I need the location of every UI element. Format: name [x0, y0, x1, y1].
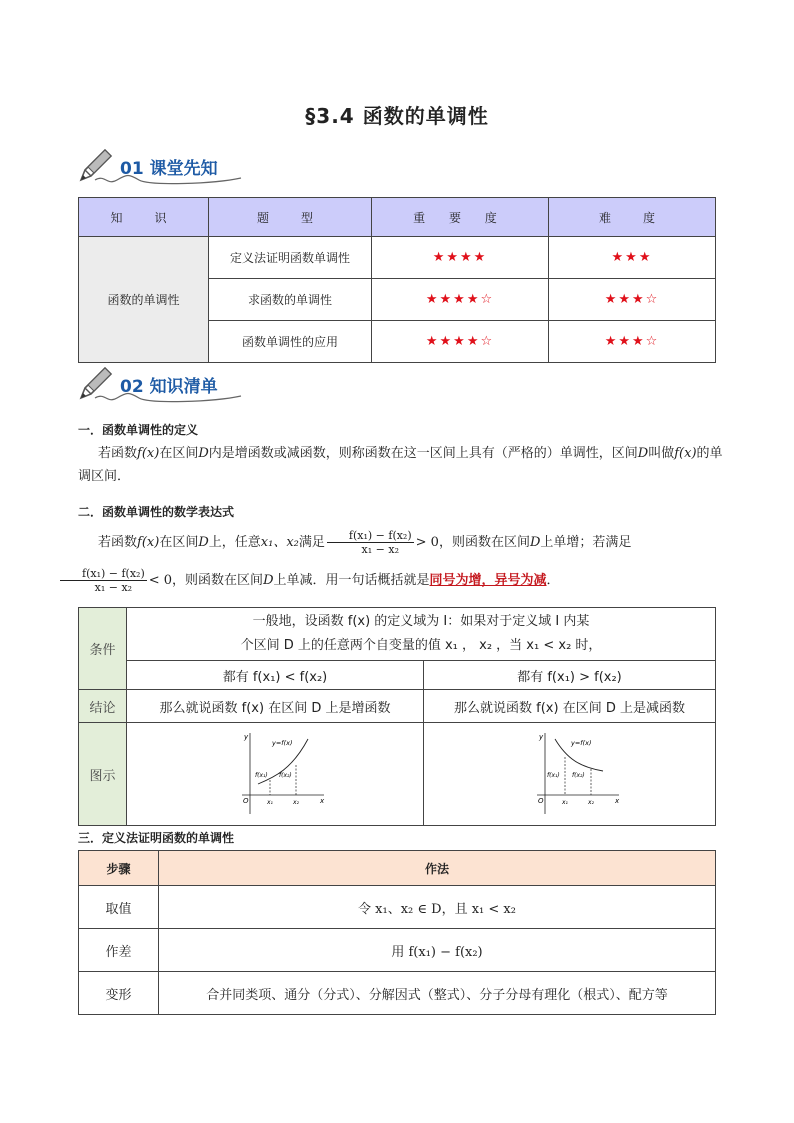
math-fx: f(x) — [137, 535, 160, 550]
fx2-label: f(x₂) — [571, 772, 585, 779]
text: 的单调区间． — [78, 446, 723, 484]
math-D: D — [263, 573, 274, 588]
math-D: D — [198, 535, 209, 550]
method-cell: 用 f(x₁) − f(x₂) — [159, 929, 716, 972]
method-cell: 令 x₁、x₂ ∈ D，且 x₁ < x₂ — [159, 886, 716, 929]
heading-definition: 一．函数单调性的定义 — [78, 423, 199, 437]
knowledge-cell: 函数的单调性 — [79, 237, 209, 363]
math-lt0: < 0 — [148, 573, 173, 588]
step-cell: 作差 — [79, 929, 159, 972]
origin-label: O — [537, 797, 544, 805]
fx2-label: f(x₂) — [279, 772, 292, 779]
text: ． — [546, 573, 560, 588]
monotonicity-table — [78, 607, 716, 826]
text: 上，任意 — [208, 535, 261, 550]
col-header-knowledge: 知 识 — [79, 198, 209, 237]
decreasing-graph — [515, 729, 625, 819]
highlight-rule: 同号为增，异号为减 — [429, 573, 547, 588]
importance-stars: ★★★★ — [372, 237, 549, 279]
section-heading-2 — [75, 364, 275, 404]
label-graph: 图示 — [79, 723, 127, 826]
text: 叫做 — [648, 446, 675, 461]
increasing-condition: 都有 f(x₁) < f(x₂) — [127, 661, 424, 690]
text: 满足 — [298, 535, 325, 550]
col-header-method: 作法 — [159, 851, 716, 886]
col-header-type: 题 型 — [209, 198, 372, 237]
section-title-2: 02 知识清单 — [120, 377, 218, 397]
curve-label: y=f(x) — [570, 739, 591, 747]
heading-expression: 二．函数单调性的数学表达式 — [78, 505, 235, 519]
type-cell: 求函数的单调性 — [209, 279, 372, 321]
difficulty-stars: ★★★☆ — [549, 279, 716, 321]
math-x1x2: x₁、x₂ — [260, 535, 299, 550]
label-conclusion: 结论 — [79, 690, 127, 723]
fx1-label: f(x₁) — [255, 772, 268, 779]
math-fx: f(x) — [674, 446, 697, 461]
text: 在区间 — [159, 535, 199, 550]
increasing-conclusion: 那么就说函数 f(x) 在区间 D 上是增函数 — [127, 690, 424, 723]
text: 上单增；若满足 — [540, 535, 632, 550]
text: ，则函数在区间 — [438, 535, 530, 550]
axis-y-label: y — [538, 733, 543, 741]
text: 上单减．用一句话概括就是 — [273, 573, 430, 588]
axis-x-label: x — [614, 797, 619, 805]
proof-steps-table — [78, 850, 716, 1015]
math-fx: f(x) — [137, 446, 160, 461]
text: 内是增函数或减函数，则称函数在这一区间上具有（严格的）单调性，区间 — [208, 446, 638, 461]
col-header-importance: 重 要 度 — [372, 198, 549, 237]
heading-proof: 三．定义法证明函数的单调性 — [78, 831, 235, 845]
decreasing-condition: 都有 f(x₁) > f(x₂) — [424, 661, 716, 690]
increasing-graph — [220, 729, 330, 819]
page-title: §3.4 函数的单调性 — [305, 104, 489, 128]
section-title-1: 01 课堂先知 — [120, 159, 218, 179]
x1-label: x₁ — [561, 799, 568, 806]
fx1-label: f(x₁) — [546, 772, 560, 779]
difficulty-stars: ★★★ — [549, 237, 716, 279]
overview-table — [78, 197, 716, 363]
type-cell: 函数单调性的应用 — [209, 321, 372, 363]
paragraph-definition — [78, 442, 723, 488]
step-cell: 取值 — [79, 886, 159, 929]
col-header-step: 步骤 — [79, 851, 159, 886]
axis-x-label: x — [320, 797, 325, 805]
paragraph-expression — [78, 524, 723, 600]
step-cell: 变形 — [79, 972, 159, 1015]
importance-stars: ★★★★☆ — [372, 321, 549, 363]
origin-label: O — [243, 797, 249, 805]
math-D: D — [637, 446, 649, 461]
curve-label: y=f(x) — [272, 739, 293, 747]
math-D: D — [198, 446, 209, 461]
method-cell: 合并同类项、通分（分式）、分解因式（整式）、分子分母有理化（根式）、配方等 — [159, 972, 716, 1015]
text: 在区间 — [159, 446, 199, 461]
difference-quotient: $\frac{\text{f(x₁) − f(x₂)}}{\text{x₁ − x₂}}$ — [60, 567, 147, 594]
x1-label: x₁ — [267, 799, 273, 806]
importance-stars: ★★★★☆ — [372, 279, 549, 321]
math-gt0: > 0 — [415, 535, 439, 550]
axis-y-label: y — [244, 733, 249, 741]
decreasing-graph-cell — [424, 723, 716, 826]
col-header-difficulty: 难 度 — [549, 198, 716, 237]
text: ，则函数在区间 — [172, 573, 264, 588]
x2-label: x₂ — [587, 799, 594, 806]
x2-label: x₂ — [293, 799, 299, 806]
difficulty-stars: ★★★☆ — [549, 321, 716, 363]
text: 若函数 — [98, 535, 138, 550]
label-condition: 条件 — [79, 608, 127, 690]
increasing-graph-cell — [127, 723, 424, 826]
difference-quotient: $\frac{\text{f(x₁) − f(x₂)}}{\text{x₁ − x₂}}$ — [327, 529, 414, 556]
math-D: D — [529, 535, 541, 550]
condition-text: 一般地，设函数 f(x) 的定义域为 I：如果对于定义域 I 内某 个区间 D 上的任意两个自变量的值 x₁ ， x₂ ，当 x₁ < x₂ 时， — [127, 608, 716, 661]
section-heading-1 — [75, 146, 275, 186]
type-cell: 定义法证明函数单调性 — [209, 237, 372, 279]
text: 若函数 — [98, 446, 138, 461]
decreasing-conclusion: 那么就说函数 f(x) 在区间 D 上是减函数 — [424, 690, 716, 723]
